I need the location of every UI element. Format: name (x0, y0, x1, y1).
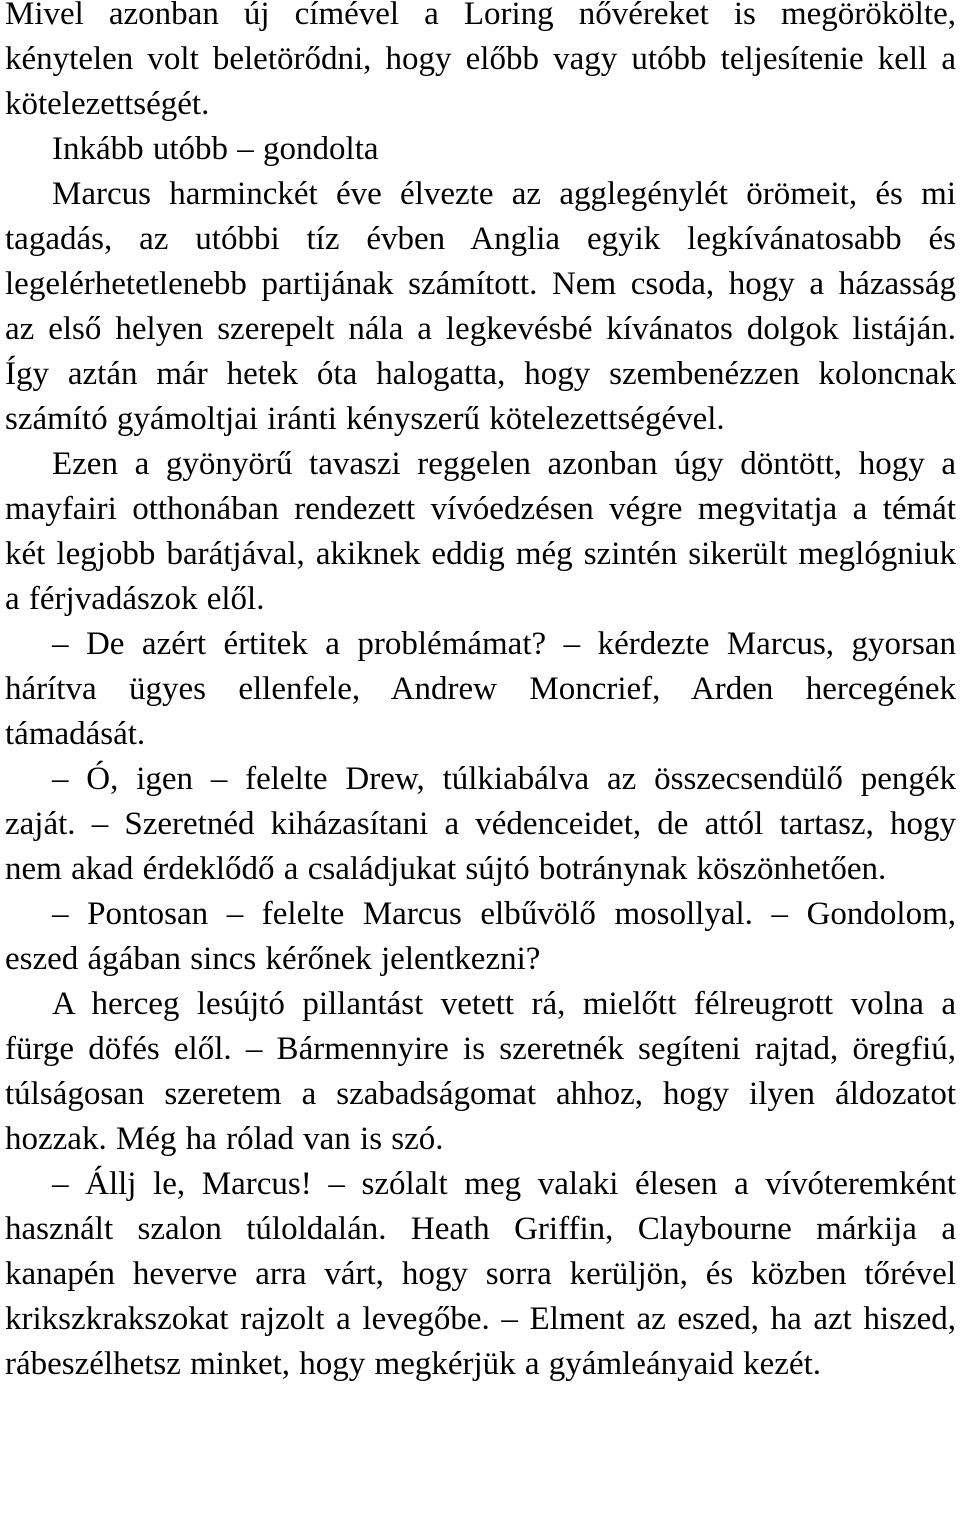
paragraph-6: – Ó, igen – felelte Drew, túlkiabálva az összecsendülő pengék zaját. – Szeretnéd kiházasítani a védenceidet, de attól tartasz, hogy nem akad érdeklődő a családjukat sújtó botránynak köszönhetően. (5, 761, 956, 887)
paragraph-4: Ezen a gyönyörű tavaszi reggelen azonban úgy döntött, hogy a mayfairi otthonában rendezett vívóedzésen végre megvitatja a témát két legjobb barátjával, akiknek eddig még szintén sikerült meglógniuk a férjvadászok elől. (5, 446, 956, 617)
paragraph-1: Mivel azonban új címével a Loring nővéreket is megörökölte, kénytelen volt beletörődni, hogy előbb vagy utóbb teljesítenie kell a kötelezettségét. (5, 0, 956, 122)
paragraph-5: – De azért értitek a problémámat? – kérdezte Marcus, gyorsan hárítva ügyes ellenfele, Andrew Moncrief, Arden hercegének támadását. (5, 626, 956, 752)
paragraph-9: – Állj le, Marcus! – szólalt meg valaki élesen a vívóteremként használt szalon túloldalán. Heath Griffin, Claybourne márkija a kanapén heverve arra várt, hogy sorra kerüljön, és közben tőrével krikszkrakszokat rajzolt a levegőbe. – Elment az eszed, ha azt hiszed, rábeszélhetsz minket, hogy megkérjük a gyámleányaid kezét. (5, 1166, 956, 1382)
paragraph-2: Inkább utóbb – gondolta (52, 131, 379, 167)
paragraph-7: – Pontosan – felelte Marcus elbűvölő mosollyal. – Gondolom, eszed ágában sincs kérőnek jelentkezni? (5, 896, 956, 977)
paragraph-3: Marcus harminckét éve élvezte az agglegénylét örömeit, és mi tagadás, az utóbbi tíz évben Anglia egyik legkívánatosabb és legelérhetetlenebb partijának számított. Nem csoda, hogy a házasság az első helyen szerepelt nála a legkevésbé kívánatos dolgok listáján. Így aztán már hetek óta halogatta, hogy szembenézzen koloncnak számító gyámoltjai iránti kényszerű kötelezettségével. (5, 176, 956, 437)
paragraph-8: A herceg lesújtó pillantást vetett rá, mielőtt félreugrott volna a fürge döfés elől. – Bármennyire is szeretnék segíteni rajtad, öregfiú, túlságosan szeretem a szabadságomat ahhoz, hogy ilyen áldozatot hozzak. Még ha rólad van is szó. (5, 986, 956, 1157)
